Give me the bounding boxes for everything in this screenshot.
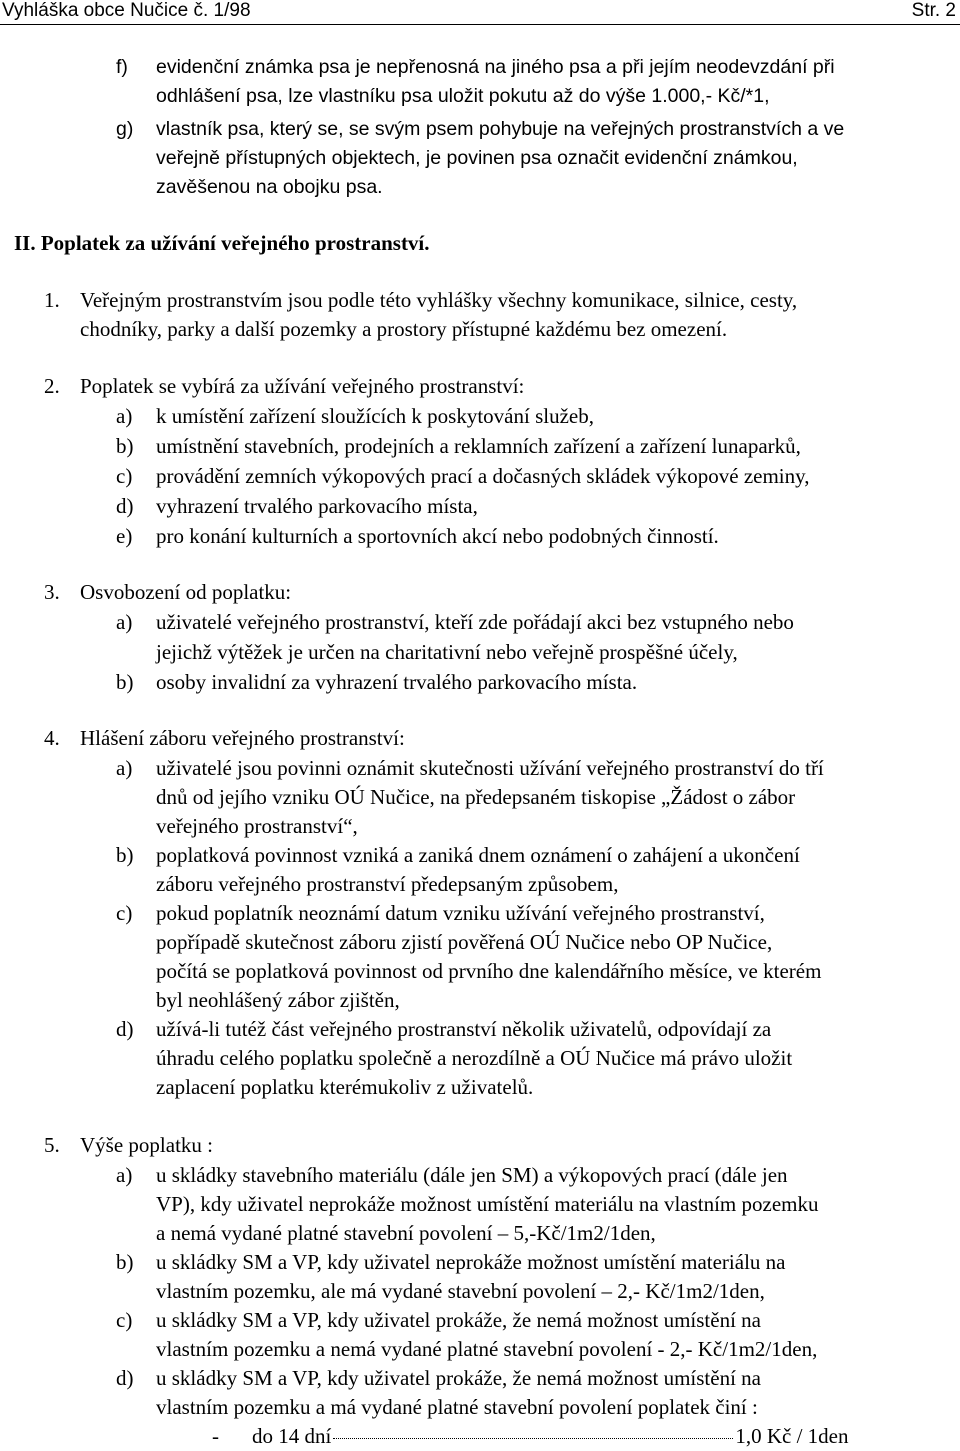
paragraph-intro: Hlášení záboru veřejného prostranství: <box>80 726 405 750</box>
item-label: c) <box>116 901 133 925</box>
paragraph-number: 3. <box>44 580 60 604</box>
text-line: provádění zemních výkopových prací a dočasných skládek výkopové zeminy, <box>156 464 810 488</box>
page-number: Str. 2 <box>911 0 956 21</box>
item-label: a) <box>116 404 133 428</box>
item-label: a) <box>116 610 133 634</box>
text-line: jejichž výtěžek je určen na charitativní nebo veřejně prospěšné účely, <box>156 640 738 664</box>
text-line: zavěšenou na obojku psa. <box>156 176 383 198</box>
paragraph-number: 5. <box>44 1133 60 1157</box>
text-line: u skládky stavebního materiálu (dále jen SM) a výkopových prací (dále jen <box>156 1163 788 1187</box>
item-label: c) <box>116 464 133 488</box>
text-line: vlastním pozemku a nemá vydané platné stavební povolení - 2,- Kč/1m2/1den, <box>156 1337 818 1361</box>
item-label: g) <box>116 118 134 140</box>
text-line: poplatková povinnost vzniká a zaniká dnem oznámení o zahájení a ukončení <box>156 843 800 867</box>
text-line: užívá-li tutéž část veřejného prostranství několik uživatelů, odpovídají za <box>156 1017 772 1041</box>
item-label: d) <box>116 1366 134 1390</box>
text-line: VP), kdy uživatel neprokáže možnost umístění materiálu na vlastním pozemku <box>156 1192 819 1216</box>
paragraph-number: 4. <box>44 726 60 750</box>
text-line: pro konání kulturních a sportovních akcí nebo podobných činností. <box>156 524 719 548</box>
paragraph-number: 1. <box>44 288 60 312</box>
text-line: osoby invalidní za vyhrazení trvalého parkovacího místa. <box>156 670 638 694</box>
dash-marker: - <box>212 1424 219 1448</box>
text-line: odhlášení psa, lze vlastníku psa uložit pokutu až do výše 1.000,- Kč/*1, <box>156 85 770 107</box>
text-line: evidenční známka psa je nepřenosná na jiného psa a při jejím neodevzdání při <box>156 56 835 78</box>
item-label: c) <box>116 1308 133 1332</box>
dot-leader <box>333 1437 733 1439</box>
text-line: záboru veřejného prostranství předepsaným způsobem, <box>156 872 619 896</box>
text-line: veřejného prostranství“, <box>156 814 358 838</box>
paragraph-intro: Výše poplatku : <box>80 1133 213 1157</box>
text-line: k umístění zařízení sloužících k poskytování služeb, <box>156 404 594 428</box>
item-label: b) <box>116 434 134 458</box>
item-label: b) <box>116 843 134 867</box>
item-label: e) <box>116 524 133 548</box>
item-label: a) <box>116 1163 133 1187</box>
text-line: umístnění stavebních, prodejních a reklamních zařízení a zařízení lunaparků, <box>156 434 801 458</box>
text-line: a nemá vydané platné stavební povolení – 5,-Kč/1m2/1den, <box>156 1221 656 1245</box>
text-line: chodníky, parky a další pozemky a prostory přístupné každému bez omezení. <box>80 317 728 341</box>
text-line: byl neohlášený zábor zjištěn, <box>156 988 400 1012</box>
item-label: d) <box>116 1017 134 1041</box>
text-line: popřípadě skutečnost záboru zjistí pověřená OÚ Nučice nebo OP Nučice, <box>156 930 773 954</box>
text-line: vyhrazení trvalého parkovacího místa, <box>156 494 478 518</box>
text-line: počítá se poplatková povinnost od prvního dne kalendářního měsíce, ve kterém <box>156 959 822 983</box>
text-line: uživatelé veřejného prostranství, kteří zde pořádají akci bez vstupného nebo <box>156 610 794 634</box>
text-line: u skládky SM a VP, kdy uživatel prokáže, že nemá možnost umístění na <box>156 1308 761 1332</box>
fee-value: 1,0 Kč / 1den <box>735 1424 849 1448</box>
text-line: Veřejným prostranstvím jsou podle této vyhlášky všechny komunikace, silnice, cesty, <box>80 288 798 312</box>
fee-line <box>252 1422 849 1451</box>
text-line: úhradu celého poplatku společně a nerozdílně a OÚ Nučice má právo uložit <box>156 1046 793 1070</box>
text-line: u skládky SM a VP, kdy uživatel prokáže, že nemá možnost umístění na <box>156 1366 761 1390</box>
text-line: uživatelé jsou povinni oznámit skutečnosti užívání veřejného prostranství do tří <box>156 756 824 780</box>
item-label: a) <box>116 756 133 780</box>
text-line: veřejně přístupných objektech, je povinen psa označit evidenční známkou, <box>156 147 798 169</box>
text-line: vlastním pozemku a má vydané platné stavební povolení poplatek činí : <box>156 1395 758 1419</box>
page-header <box>0 0 960 25</box>
text-line: dnů od jejího vzniku OÚ Nučice, na předepsaném tiskopise „Žádost o zábor <box>156 785 796 809</box>
document-title: Vyhláška obce Nučice č. 1/98 <box>2 0 251 21</box>
text-line: vlastním pozemku, ale má vydané stavební povolení – 2,- Kč/1m2/1den, <box>156 1279 765 1303</box>
paragraph-intro: Poplatek se vybírá za užívání veřejného prostranství: <box>80 374 525 398</box>
paragraph-number: 2. <box>44 374 60 398</box>
text-line: u skládky SM a VP, kdy uživatel neprokáže možnost umístění materiálu na <box>156 1250 786 1274</box>
item-label: b) <box>116 670 134 694</box>
item-label: f) <box>116 56 128 78</box>
section-heading: II. Poplatek za užívání veřejného prostranství. <box>14 231 430 255</box>
text-line: vlastník psa, který se, se svým psem pohybuje na veřejných prostranstvích a ve <box>156 118 845 140</box>
text-line: zaplacení poplatku kterémukoliv z uživatelů. <box>156 1075 534 1099</box>
paragraph-intro: Osvobození od poplatku: <box>80 580 292 604</box>
text-line: pokud poplatník neoznámí datum vzniku užívání veřejného prostranství, <box>156 901 765 925</box>
item-label: b) <box>116 1250 134 1274</box>
fee-period: do 14 dní <box>252 1424 332 1448</box>
item-label: d) <box>116 494 134 518</box>
